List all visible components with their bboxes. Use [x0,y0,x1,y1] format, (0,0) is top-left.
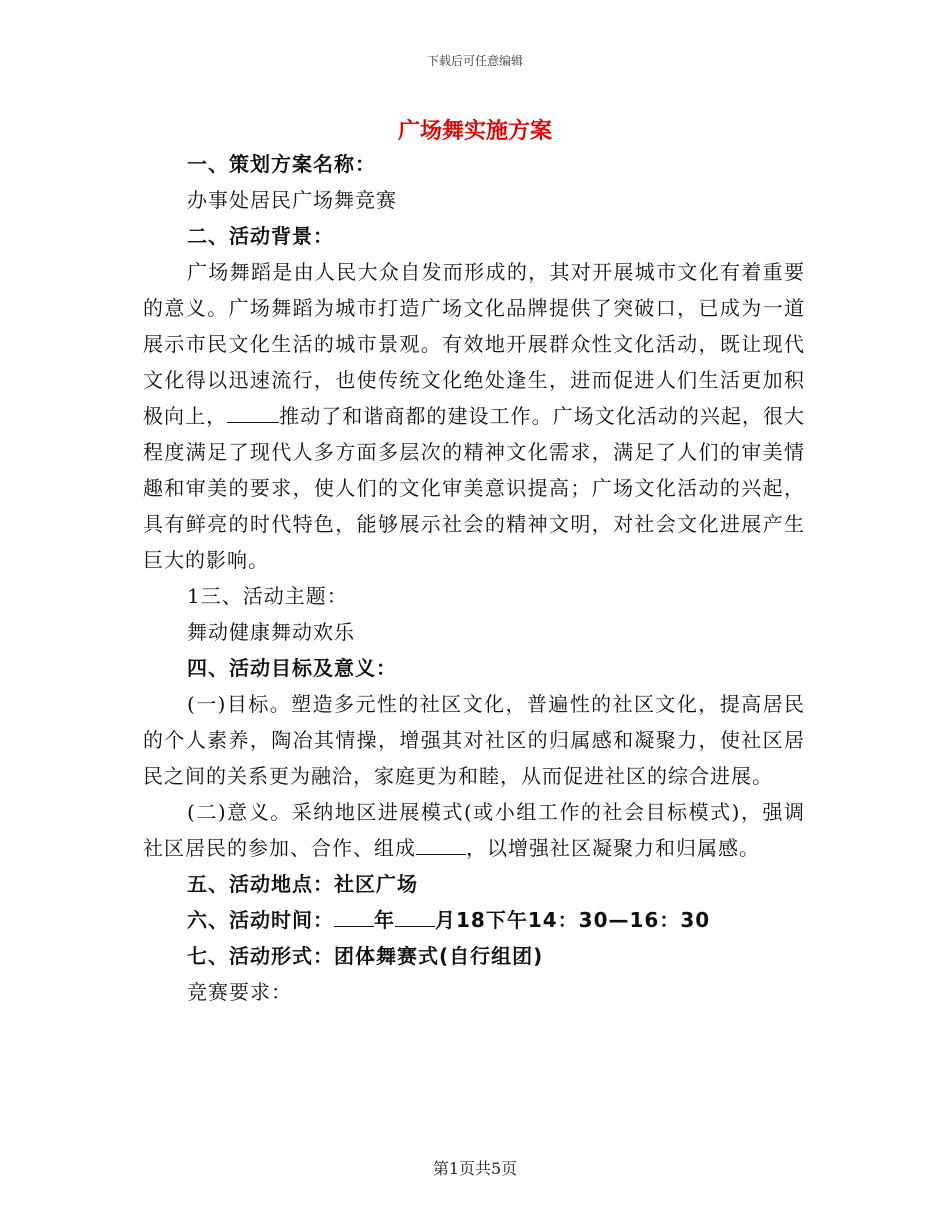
section-4-heading: 四、活动目标及意义： [187,656,397,680]
header-note: 下载后可任意编辑 [426,54,523,68]
document-body [143,146,805,1010]
month-blank [395,902,435,927]
section-5-line: 五、活动地点：社区广场 [187,872,418,896]
section-3-heading: 1三、活动主题： [187,584,348,608]
section-2-text-b: 推动了和谐商都的建设工作。广场文化活动的兴起，很大程度满足了现代人多方面多层次的精神文化需求，满足了人们的审美情趣和审美的要求，使人们的文化审美意识提高；广场文化活动的兴起，具有鲜亮的时代特色，能够展示社会的精神文明，对社会文化进展产生巨大的影响。 [143,404,806,572]
section-2-heading: 二、活动背景： [187,224,334,248]
section-4-text-b: ，以增强社区凝聚力和归属感。 [466,836,760,860]
section-8-line: 竞赛要求： [187,980,292,1004]
blank-underline [416,830,466,855]
section-3-body: 舞动健康舞动欢乐 [187,620,355,644]
section-6-prefix: 六、活动时间： [187,908,334,932]
document-title: 广场舞实施方案 [397,119,552,144]
section-1-body: 办事处居民广场舞竞赛 [187,188,397,212]
blank-underline [227,398,279,423]
section-4-paragraph-2 [143,794,805,866]
section-4-text-a: (二)意义。采纳地区进展模式(或小组工作的社会目标模式)，强调社区居民的参加、合作、组成 [143,800,805,860]
section-6-year: 年 [374,908,395,932]
year-blank [334,902,374,927]
section-2-paragraph [143,254,805,578]
section-6-line [143,902,805,938]
section-6-rest: 月18下午14：30—16：30 [435,908,711,932]
section-1-heading: 一、策划方案名称： [187,152,376,176]
page-footer: 第1页共5页 [432,1159,518,1178]
section-4-paragraph-1: (一)目标。塑造多元性的社区文化，普遍性的社区文化，提高居民的个人素养，陶冶其情操，增强其对社区的归属感和凝聚力，使社区居民之间的关系更为融洽，家庭更为和睦，从而促进社区的综合进展。 [143,692,805,788]
section-2-text-a: 广场舞蹈是由人民大众自发而形成的，其对开展城市文化有着重要的意义。广场舞蹈为城市打造广场文化品牌提供了突破口，已成为一道展示市民文化生活的城市景观。有效地开展群众性文化活动，既让现代文化得以迅速流行，也使传统文化绝处逢生，进而促进人们生活更加积极向上， [143,260,805,428]
section-7-line: 七、活动形式：团体舞赛式(自行组团) [187,944,544,968]
